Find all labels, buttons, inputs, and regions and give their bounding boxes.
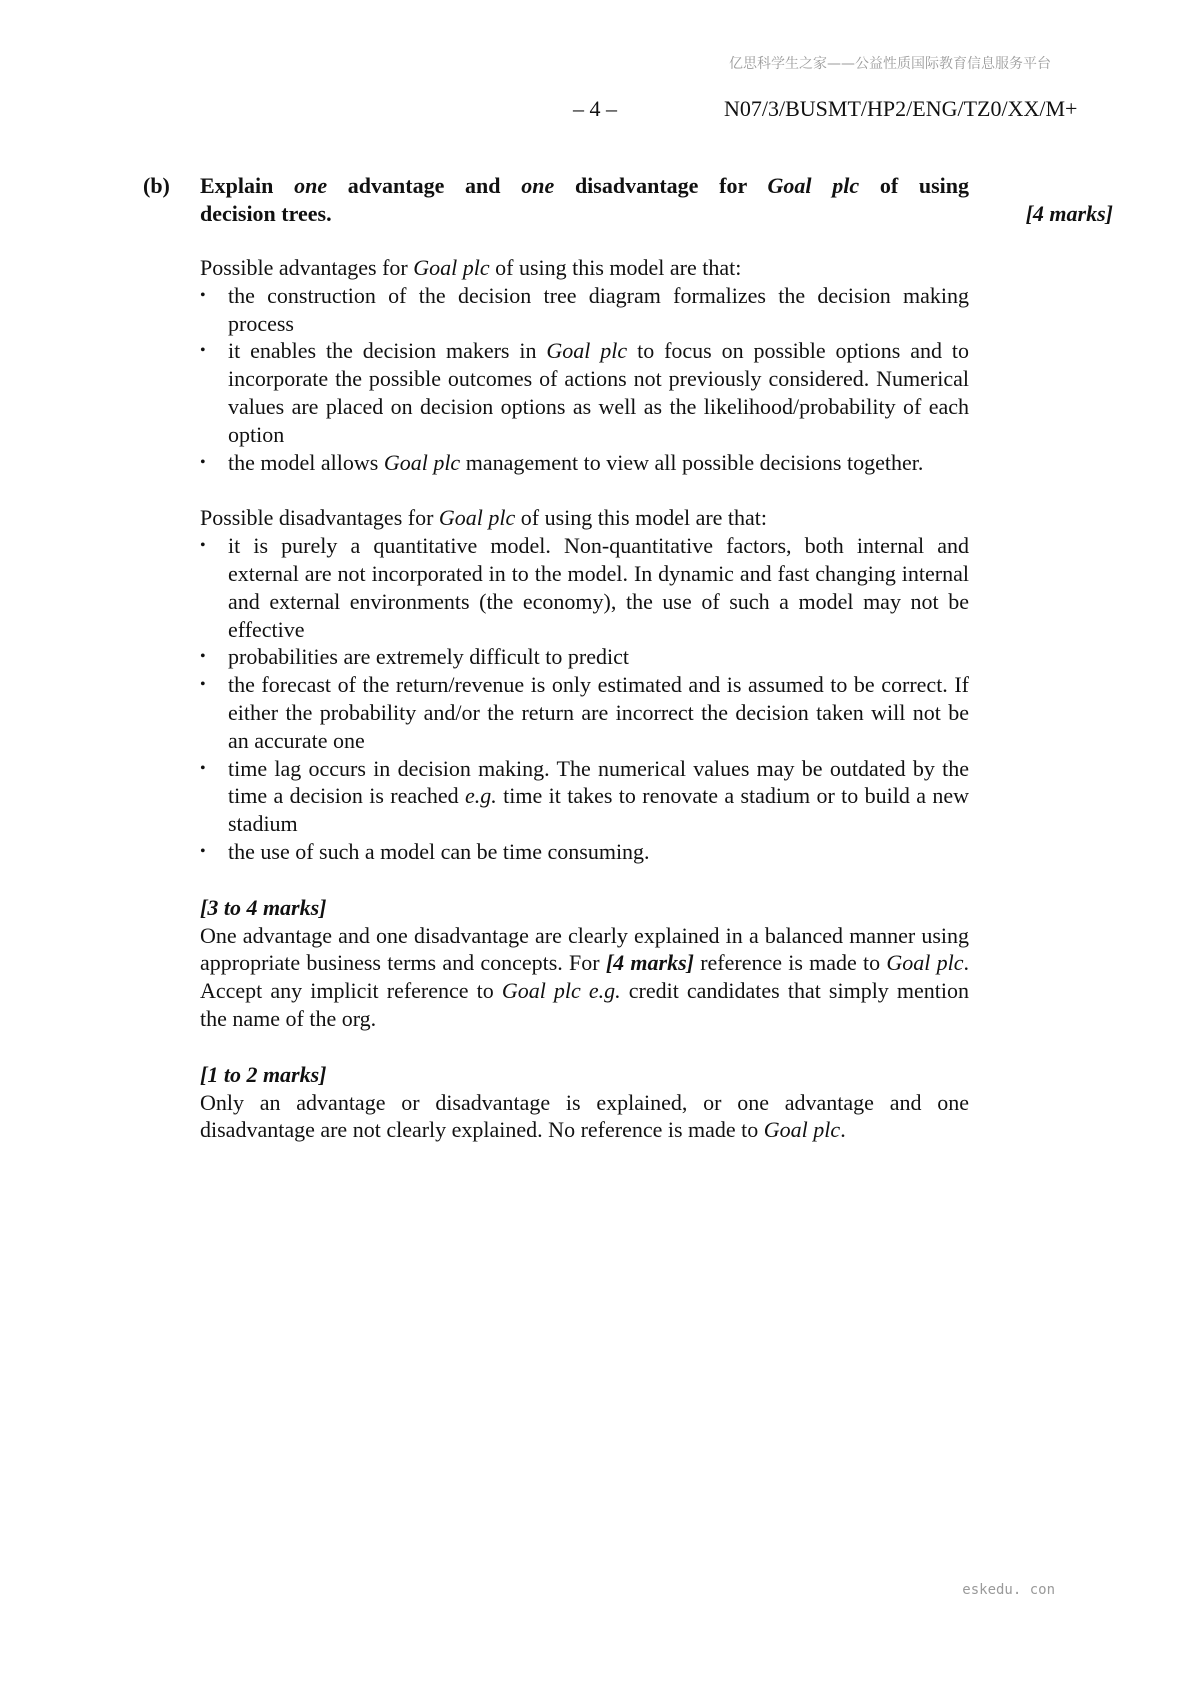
eg-abbrev: e.g. [588, 978, 621, 1004]
band-low-text [200, 1089, 969, 1145]
band-text: One advantage and one disadvantage are clearly explained in a balanced manner using appropriate business terms and concepts. For [200, 922, 969, 976]
item-text: to focus on possible options and to incorporate the possible outcomes of actions not previously considered. Numerical values are placed on decision options as well as the likelihood/probability of each option [228, 338, 969, 447]
question-text [200, 172, 1113, 228]
list-item [200, 532, 969, 643]
intro-text: of using this model are that: [515, 505, 768, 531]
list-item [200, 838, 969, 866]
q-emphasis: one [521, 173, 555, 198]
marks-ref: [4 marks] [605, 950, 694, 976]
company-name: Goal plc [546, 338, 628, 364]
band-text: reference is made to [693, 950, 887, 976]
advantages-intro [200, 254, 969, 282]
company-name: Goal plc [763, 1117, 841, 1143]
disadvantages-list [200, 532, 969, 866]
q-company: Goal plc [767, 173, 860, 198]
list-item [200, 643, 969, 671]
list-item [200, 449, 969, 477]
item-text: the model allows [228, 449, 384, 475]
item-text: management to view all possible decisions together. [460, 449, 924, 475]
band-text: . Accept any implicit reference to [200, 950, 969, 1004]
item-text: the use of such a model can be time consuming. [228, 838, 650, 864]
band-text: . [840, 1117, 846, 1143]
item-text: the forecast of the return/revenue is only estimated and is assumed to be correct. If either the probability and/or the return are incorrect the decision taken will not be an accurate one [228, 672, 969, 753]
item-text: time it takes to renovate a stadium or to build a new stadium [228, 783, 969, 837]
footer-watermark: eskedu. con [962, 1582, 1055, 1598]
item-text: it is purely a quantitative model. Non-quantitative factors, both internal and external are not incorporated in to the model. In dynamic and fast changing internal and external environments (the economy), the use of such a model may not be effective [228, 533, 969, 642]
item-text: time lag occurs in decision making. The numerical values may be outdated by the time a decision is reached [228, 755, 969, 809]
q-line2-text: decision trees. [200, 201, 332, 226]
question-line-1 [200, 172, 969, 200]
band-text: Only an advantage or disadvantage is explained, or one advantage and one disadvantage are not clearly explained. No reference is made to [200, 1089, 969, 1143]
company-name: Goal plc [501, 978, 581, 1004]
markscheme-content [200, 254, 969, 1144]
q-word: disadvantage for [574, 173, 747, 198]
question-marks: [4 marks] [1025, 201, 1113, 226]
list-item [200, 755, 969, 838]
header-watermark: 亿思科学生之家——公益性质国际教育信息服务平台 [729, 56, 1051, 72]
document-code: N07/3/BUSMT/HP2/ENG/TZ0/XX/M+ [724, 96, 1078, 121]
disadvantages-intro [200, 504, 969, 532]
item-text: the construction of the decision tree diagram formalizes the decision making process [228, 282, 969, 336]
item-text: it enables the decision makers in [228, 338, 547, 364]
intro-text: of using this model are that: [489, 255, 742, 280]
q-word: of using [879, 173, 969, 198]
list-item [200, 337, 969, 448]
page-number: – 4 – [573, 96, 617, 121]
q-emphasis: one [294, 173, 328, 198]
band-high-text [200, 922, 969, 1033]
advantages-list [200, 282, 969, 477]
band-high-heading: [3 to 4 marks] [200, 894, 327, 920]
item-text: probabilities are extremely difficult to predict [228, 644, 629, 670]
q-word: Explain [200, 173, 274, 198]
band-text: credit candidates that simply mention the name of the org. [200, 978, 969, 1031]
company-name: Goal plc [438, 505, 516, 531]
list-item [200, 282, 969, 338]
question-label: (b) [143, 173, 170, 198]
list-item [200, 671, 969, 754]
company-name: Goal plc [383, 449, 461, 475]
question-line-2 [200, 200, 1113, 228]
intro-text: Possible advantages for [200, 255, 414, 280]
company-name: Goal plc [886, 950, 964, 976]
company-name: Goal plc [413, 255, 490, 280]
band-low-heading: [1 to 2 marks] [200, 1061, 327, 1087]
intro-text: Possible disadvantages for [200, 505, 439, 531]
eg-abbrev: e.g. [465, 783, 497, 809]
q-word: advantage and [347, 173, 501, 198]
